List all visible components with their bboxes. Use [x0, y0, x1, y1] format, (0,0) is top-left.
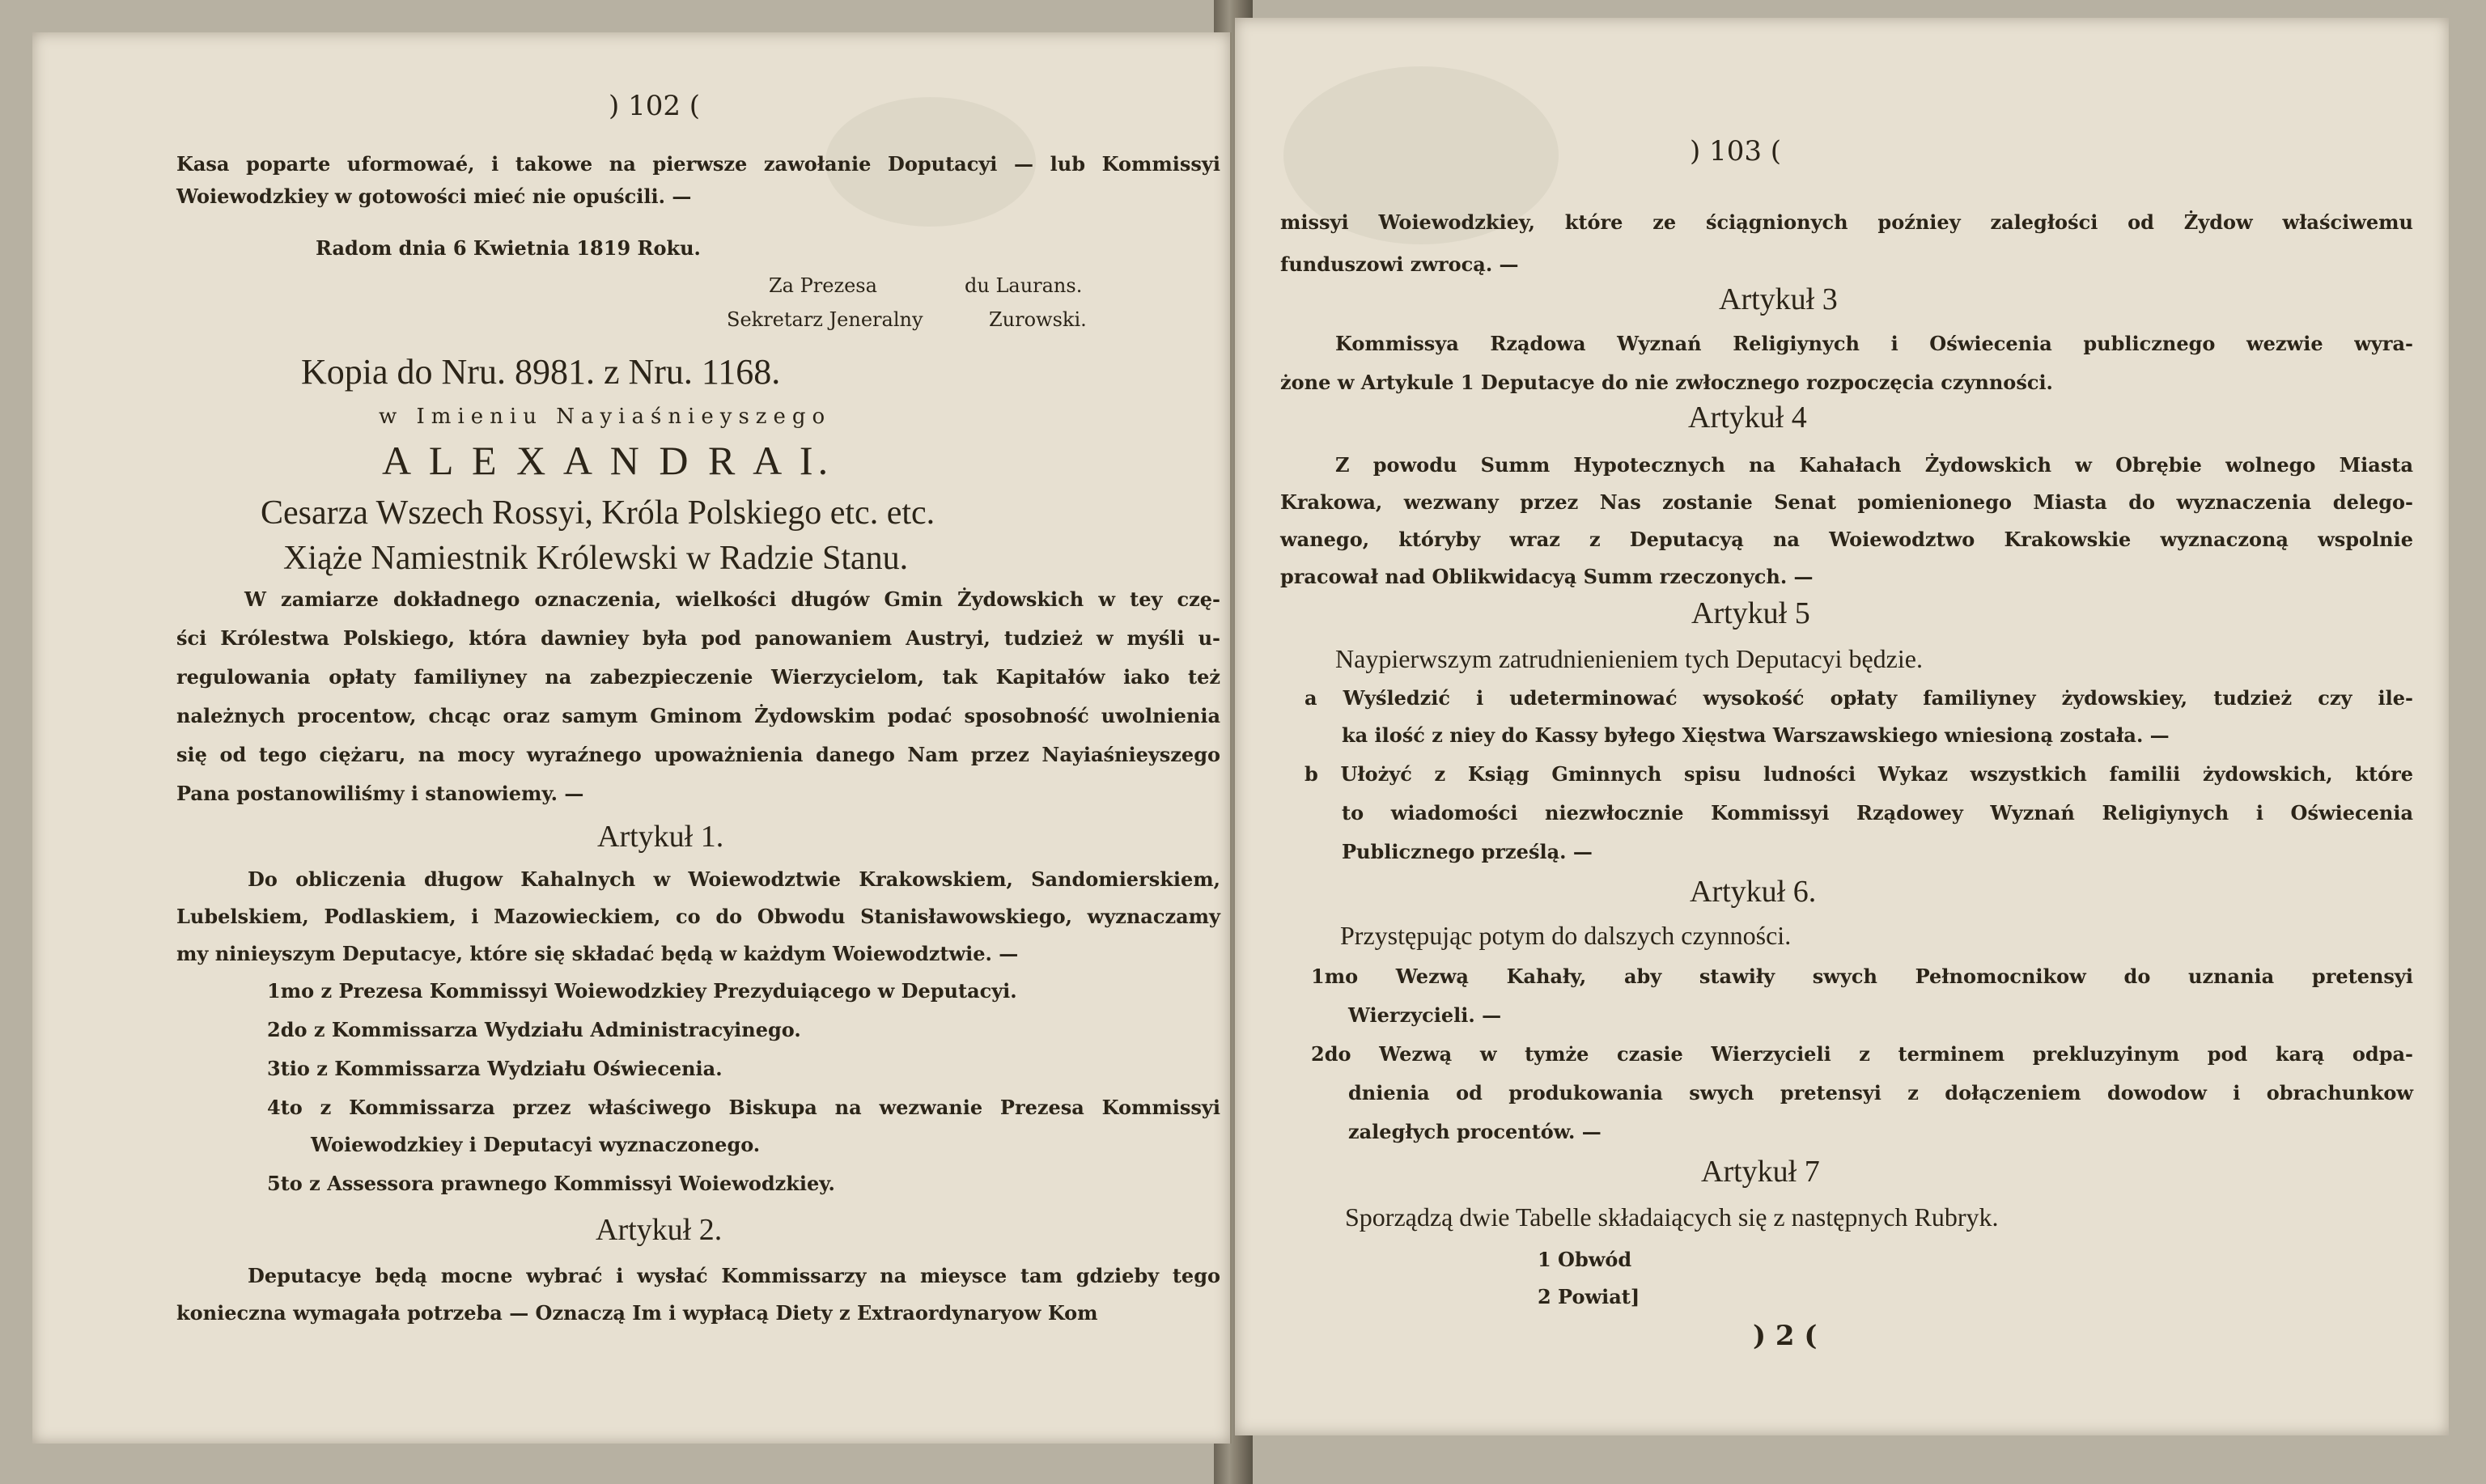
article-line: Krakowa, wezwany przez Nas zostanie Senat pomienionego Miasta do wyznaczenia delego- [1280, 490, 2413, 514]
text-line: Kasa poparte uformowaé, i takowe na pierwsze zawołanie Doputacyi — lub Kommissyi [176, 152, 1220, 176]
article-lead: Sporządzą dwie Tabelle składaiących się z następnych Rubryk. [1345, 1202, 1999, 1232]
article-lead: Przystępując potym do dalszych czynności. [1340, 921, 1792, 950]
signature-name: Zurowski. [989, 308, 1087, 331]
article-line: Lubelskiem, Podlaskiem, i Mazowieckiem, co do Obwodu Stanisławowskiego, wyznaczamy [176, 905, 1220, 928]
list-item: to wiadomości niezwłocznie Kommissyi Rządowey Wyznań Religiynych i Oświecenia [1342, 801, 2413, 825]
article-lead: Naypierwszym zatrudnienieniem tych Deputacyi będzie. [1335, 644, 1923, 673]
list-item: 2do z Kommissarza Wydziału Administracyinego. [267, 1018, 801, 1041]
list-item: 1mo z Prezesa Kommissyi Woiewodzkiey Prezyduiącego w Deputacyi. [267, 979, 1017, 1003]
signature-mark: ) 2 ( [1753, 1320, 1818, 1352]
article-line: pracował nad Oblikwidacyą Summ rzeczonych. — [1280, 565, 1814, 588]
article-title: Artykuł 5 [1691, 596, 1810, 630]
article-line: Deputacye będą mocne wybrać i wysłać Kommissarzy na mieysce tam gdzieby tego [248, 1264, 1220, 1287]
signature-role: Sekretarz Jeneralny [727, 308, 923, 331]
list-item: a Wyśledzić i udeterminować wysokość opłaty familiyney żydowskiey, tudzież czy ile- [1305, 686, 2413, 710]
intro-line: należnych procentow, chcąc oraz samym Gminom Żydowskim podać sposobność uwolnienia [176, 704, 1220, 727]
text-line: funduszowi zwrocą. — [1280, 252, 1519, 276]
list-item: 2do Wezwą w tymże czasie Wierzycieli z terminem prekluzyinym pod karą odpa- [1311, 1042, 2413, 1066]
article-title: Artykuł 4 [1688, 401, 1807, 435]
article-line: Z powodu Summ Hypotecznych na Kahałach Żydowskich w Obrębie wolnego Miasta [1335, 453, 2413, 477]
list-item: dnienia od produkowania swych pretensyi z dołączeniem dowodow i obrachunkow [1348, 1081, 2413, 1105]
list-item: Publicznego prześlą. — [1342, 840, 1593, 863]
list-item: 5to z Assessora prawnego Kommissyi Woiewodzkiey. [267, 1172, 835, 1195]
page-number: ) 102 ( [609, 90, 701, 122]
article-title: Artykuł 1. [597, 820, 724, 854]
intro-line: ści Królestwa Polskiego, która dawniey była pod panowaniem Austryi, tudzież w myśli u- [176, 626, 1220, 650]
article-line: my ninieyszym Deputacye, które się składać będą w każdym Woiewodztwie. — [176, 942, 1019, 965]
page-number: ) 103 ( [1690, 135, 1782, 167]
intro-line: się od tego ciężaru, na mocy wyraźnego upoważnienia danego Nam przez Nayiaśnieyszego [176, 743, 1220, 766]
date-line: Radom dnia 6 Kwietnia 1819 Roku. [316, 236, 701, 260]
xiaze-heading: Xiąże Namiestnik Królewski w Radzie Stanu. [283, 540, 909, 577]
article-line: konieczna wymagała potrzeba — Oznaczą Im i wypłacą Diety z Extraordynaryow Kom [176, 1301, 1098, 1325]
list-item: Wierzycieli. — [1348, 1003, 1502, 1027]
list-item: 1 Obwód [1538, 1248, 1632, 1271]
intro-line: regulowania opłaty familiyney na zabezpieczenie Wierzycielom, tak Kapitałów iako też [176, 665, 1220, 689]
list-item: b Ułożyć z Ksiąg Gminnych spisu ludności Wykaz wszystkich familii żydowskich, które [1305, 762, 2413, 786]
article-line: żone w Artykule 1 Deputacye do nie zwłocznego rozpoczęcia czynności. [1280, 371, 2053, 394]
in-name-line: w Imieniu Nayiaśnieyszego [379, 405, 832, 429]
article-title: Artykuł 6. [1690, 875, 1817, 909]
list-item: zaległych procentów. — [1348, 1120, 1601, 1143]
text-line: missyi Woiewodzkiey, które ze ściągnionych poźniey zaległości od Żydow właściwemu [1280, 210, 2413, 234]
article-title: Artykuł 7 [1701, 1155, 1820, 1189]
intro-line: Pana postanowiliśmy i stanowiemy. — [176, 782, 584, 805]
text-line: Woiewodzkiey w gotowości mieć nie opuścili. — [176, 184, 692, 208]
list-item: ka ilość z niey do Kassy byłego Xięstwa Warszawskiego wniesioną została. — [1342, 723, 2170, 747]
intro-line: W zamiarze dokładnego oznaczenia, wielkości długów Gmin Żydowskich w tey czę- [244, 587, 1220, 611]
alexandra-heading: A L E X A N D R A I. [382, 438, 834, 483]
cesarza-heading: Cesarza Wszech Rossyi, Króla Polskiego etc. etc. [261, 494, 935, 532]
signature-name: du Laurans. [965, 274, 1083, 297]
article-line: Kommissya Rządowa Wyznań Religiynych i Oświecenia publicznego wezwie wyra- [1335, 332, 2413, 355]
article-line: Do obliczenia długow Kahalnych w Woiewodztwie Krakowskiem, Sandomierskiem, [248, 867, 1220, 891]
list-item: 3tio z Kommissarza Wydziału Oświecenia. [267, 1057, 723, 1080]
list-item: 2 Powiat] [1538, 1285, 1640, 1308]
article-title: Artykuł 3 [1719, 282, 1838, 316]
list-item: Woiewodzkiey i Deputacyi wyznaczonego. [311, 1133, 761, 1156]
article-line: wanego, któryby wraz z Deputacyą na Woiewodztwo Krakowskie wyznaczoną wspolnie [1280, 528, 2413, 551]
kopia-heading: Kopia do Nru. 8981. z Nru. 1168. [301, 352, 781, 392]
article-title: Artykuł 2. [596, 1213, 723, 1247]
signature-role: Za Prezesa [769, 274, 877, 297]
right-page [1235, 18, 2449, 1435]
left-page [32, 32, 1232, 1444]
list-item: 1mo Wezwą Kahały, aby stawiły swych Pełnomocnikow do uznania pretensyi [1311, 965, 2413, 988]
list-item: 4to z Kommissarza przez właściwego Biskupa na wezwanie Prezesa Kommissyi [267, 1096, 1220, 1119]
